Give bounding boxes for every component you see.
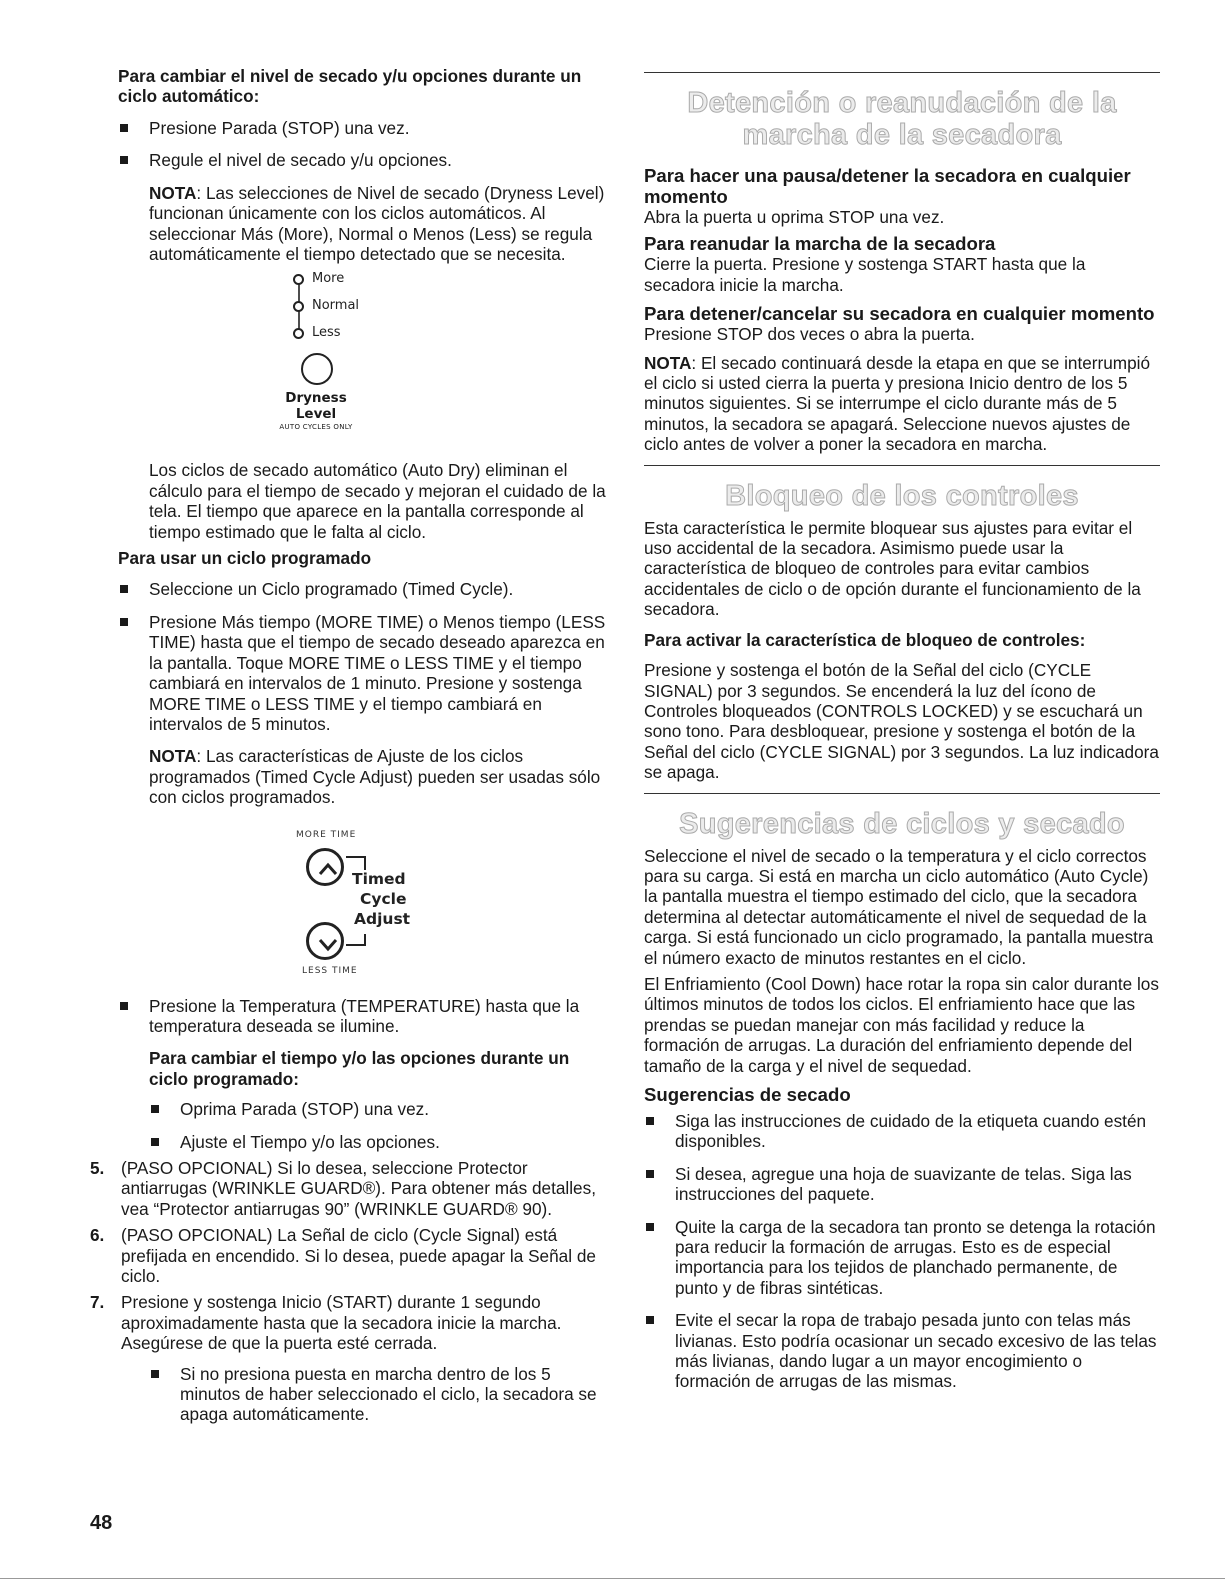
step-number: 7. xyxy=(90,1292,105,1313)
step-text: (PASO OPCIONAL) La Señal de ciclo (Cycle Signal) está prefijada en encendido. Si lo desea, puede apagar la Señal de ciclo. xyxy=(121,1225,596,1286)
dryness-sublabel: AUTO CYCLES ONLY xyxy=(279,423,353,432)
timed-change-heading: Para cambiar el tiempo y/o las opciones durante un ciclo programado: xyxy=(149,1048,570,1089)
step-number: 6. xyxy=(90,1225,105,1246)
dryness-option-normal: Normal xyxy=(312,298,360,314)
section-title-bloqueo: Bloqueo de los controles xyxy=(725,479,1079,512)
auto-note xyxy=(149,183,606,265)
tips-heading: Sugerencias de secado xyxy=(644,1084,851,1105)
more-time-arc-label: MORE TIME xyxy=(296,829,357,840)
resume-text: Cierre la puerta. Presione y sostenga START hasta que la secadora inicie la marcha. xyxy=(644,254,1086,295)
chevron-up-icon xyxy=(317,859,339,881)
section-title-detencion: Detención o reanudación de la marcha de la secadora xyxy=(687,87,1117,151)
dryness-option-more: More xyxy=(312,271,345,287)
note-text: : El secado continuará desde la etapa en que se interrumpió el ciclo si usted cierra la puerta y presiona Inicio dentro de los 5 minutos siguientes. Si se interrumpe el ciclo durante más de 5 minutos, la secadora se apagará. Seleccione nuevos ajustes de ciclo antes de volver a poner la secadora en marcha. xyxy=(644,352,1151,455)
dryness-label-line1: Dryness xyxy=(285,390,347,407)
note-text: : Las selecciones de Nivel de secado (Dryness Level) funcionan únicamente con los ciclos automáticos. Al seleccionar Más (More), Normal o Menos (Less) se regula automáticamente el tiempo detectado que se necesita. xyxy=(149,182,605,265)
timed-change-list xyxy=(149,1099,606,1152)
section-divider xyxy=(644,465,1160,466)
list-item: Presione la Temperatura (TEMPERATURE) hasta que la temperatura deseada se ilumine. xyxy=(118,996,606,1037)
step-item xyxy=(90,1158,606,1219)
step-item xyxy=(90,1292,606,1353)
section-title-sugerencias: Sugerencias de ciclos y secado xyxy=(679,807,1125,840)
cancel-heading: Para detener/cancelar su secadora en cualquier momento xyxy=(644,303,1155,325)
left-column xyxy=(90,66,606,1425)
dryness-label-line2: Level xyxy=(295,406,337,423)
timed-label-line3: Adjust xyxy=(354,909,411,928)
bracket-bottom xyxy=(346,934,366,946)
note-label: NOTA xyxy=(644,352,692,373)
list-item: Presione Más tiempo (MORE TIME) o Menos tiempo (LESS TIME) hasta que el tiempo de secado deseado aparezca en la pantalla. Toque MORE TIME o LESS TIME y el tiempo cambiará en intervalos de 1 minuto. Presione y sostenga MORE TIME o LESS TIME y el tiempo cambiará en intervalos de 5 minutos. xyxy=(118,612,606,734)
note-text: : Las características de Ajuste de los ciclos programados (Timed Cycle Adjust) pueden ser usadas sólo con ciclos programados. xyxy=(149,746,601,808)
stop-note xyxy=(644,353,1160,455)
page-number: 48 xyxy=(90,1512,113,1534)
list-item: Quite la carga de la secadora tan pronto se detenga la rotación para reducir la formación de arrugas. Esto es de especial importancia para los tejidos de planchado permanente, de punto y de fibras sintéticas. xyxy=(644,1217,1160,1299)
pause-text: Abra la puerta u oprima STOP una vez. xyxy=(644,207,945,227)
section-divider xyxy=(644,72,1160,73)
timed-heading: Para usar un ciclo programado xyxy=(118,548,372,569)
bracket-top xyxy=(346,856,366,870)
dryness-button-icon[interactable] xyxy=(301,353,333,385)
list-item: Presione Parada (STOP) una vez. xyxy=(118,118,606,138)
step-text: (PASO OPCIONAL) Si lo desea, seleccione Protector antiarrugas (WRINKLE GUARD®). Para obtener más detalles, vea “Protector antiarrugas 90” (WRINKLE GUARD® 90). xyxy=(121,1157,596,1219)
list-item: Seleccione un Ciclo programado (Timed Cycle). xyxy=(118,579,606,599)
note-label: NOTA xyxy=(149,746,197,767)
tips-paragraph-1: Seleccione el nivel de secado o la temperatura y el ciclo correctos para su carga. Si está en marcha un ciclo automático (Auto Cycle) la pantalla muestra el tiempo estimado del ciclo, que la secadora determina al detectar automáticamente el nivel de sequedad de la carga. Si está funcionado un ciclo programado, la pantalla muestra el número exacto de minutos restantes en el ciclo. xyxy=(644,845,1154,968)
chevron-down-icon xyxy=(317,933,339,955)
timed-label-line1: Timed xyxy=(352,869,406,888)
step7-sublist xyxy=(149,1364,606,1425)
list-item: Oprima Parada (STOP) una vez. xyxy=(149,1099,606,1119)
list-item: Regule el nivel de secado y/u opciones. xyxy=(118,150,606,170)
timed-note xyxy=(149,746,606,807)
timed-label-line2: Cycle xyxy=(360,889,407,908)
dryness-level-diagram xyxy=(279,270,490,460)
less-time-arc-label: LESS TIME xyxy=(302,965,358,976)
step-item xyxy=(90,1225,606,1286)
auto-change-heading: Para cambiar el nivel de secado y/u opciones durante un ciclo automático: xyxy=(118,66,582,106)
cancel-text: Presione STOP dos veces o abra la puerta. xyxy=(644,324,975,345)
list-item: Si no presiona puesta en marcha dentro de los 5 minutos de haber seleccionado el ciclo, la secadora se apaga automáticamente. xyxy=(149,1364,606,1425)
auto-dry-paragraph: Los ciclos de secado automático (Auto Dry) eliminan el cálculo para el tiempo de secado y mejoran el cuidado de la tela. El tiempo que aparece en la pantalla corresponde al tiempo estimado que le falta al ciclo. xyxy=(149,460,606,542)
note-label: NOTA xyxy=(149,182,197,203)
lock-heading: Para activar la característica de bloqueo de controles: xyxy=(644,629,1086,650)
page-bottom-border xyxy=(0,1578,1225,1579)
resume-heading: Para reanudar la marcha de la secadora xyxy=(644,233,996,255)
lock-text: Presione y sostenga el botón de la Señal del ciclo (CYCLE SIGNAL) por 3 segundos. Se encenderá la luz del ícono de Controles bloqueados (CONTROLS LOCKED) y se escuchará un sono tono. Para desbloquear, presione y sostenga el botón de la Señal del ciclo (CYCLE SIGNAL) por 3 segundos. La luz indicadora se apaga. xyxy=(644,660,1159,783)
tips-paragraph-2: El Enfriamiento (Cool Down) hace rotar la ropa sin calor durante los últimos minutos de todos los ciclos. El enfriamiento hace que las prendas se puedan manejar con más facilidad y reduce la formación de arrugas. La duración del enfriamiento depende del tamaño de la carga y el nivel de sequedad. xyxy=(644,973,1159,1076)
list-item: Si desea, agregue una hoja de suavizante de telas. Siga las instrucciones del paquete. xyxy=(644,1164,1160,1205)
numbered-steps xyxy=(90,1158,606,1425)
more-time-button[interactable] xyxy=(306,848,344,886)
pause-heading: Para hacer una pausa/detener la secadora en cualquier momento xyxy=(644,165,1131,207)
step-number: 5. xyxy=(90,1157,105,1178)
list-item: Ajuste el Tiempo y/o las opciones. xyxy=(149,1132,606,1152)
section-divider xyxy=(644,793,1160,794)
right-column xyxy=(644,66,1160,1392)
dryness-option-less: Less xyxy=(312,325,341,341)
less-time-button[interactable] xyxy=(306,922,344,960)
lock-intro: Esta característica le permite bloquear sus ajustes para evitar el uso accidental de la secadora. Asimismo puede usar la característica de bloqueo de controles para evitar cambios accidentales de ciclo o de opción durante el funcionamiento de la secadora. xyxy=(644,517,1141,620)
step-text: Presione y sostenga Inicio (START) durante 1 segundo aproximadamente hasta que la secadora inicie la marcha. Asegúrese de que la puerta esté cerrada. xyxy=(121,1292,562,1354)
timed-cycle-adjust-diagram xyxy=(274,830,514,986)
list-item: Evite el secar la ropa de trabajo pesada junto con telas más livianas. Esto podría ocasionar un secado excesivo de las telas más livianas, dando lugar a un mayor encogimiento o formación de arrugas de las mismas. xyxy=(644,1310,1160,1392)
list-item: Siga las instrucciones de cuidado de la etiqueta cuando estén disponibles. xyxy=(644,1111,1160,1152)
